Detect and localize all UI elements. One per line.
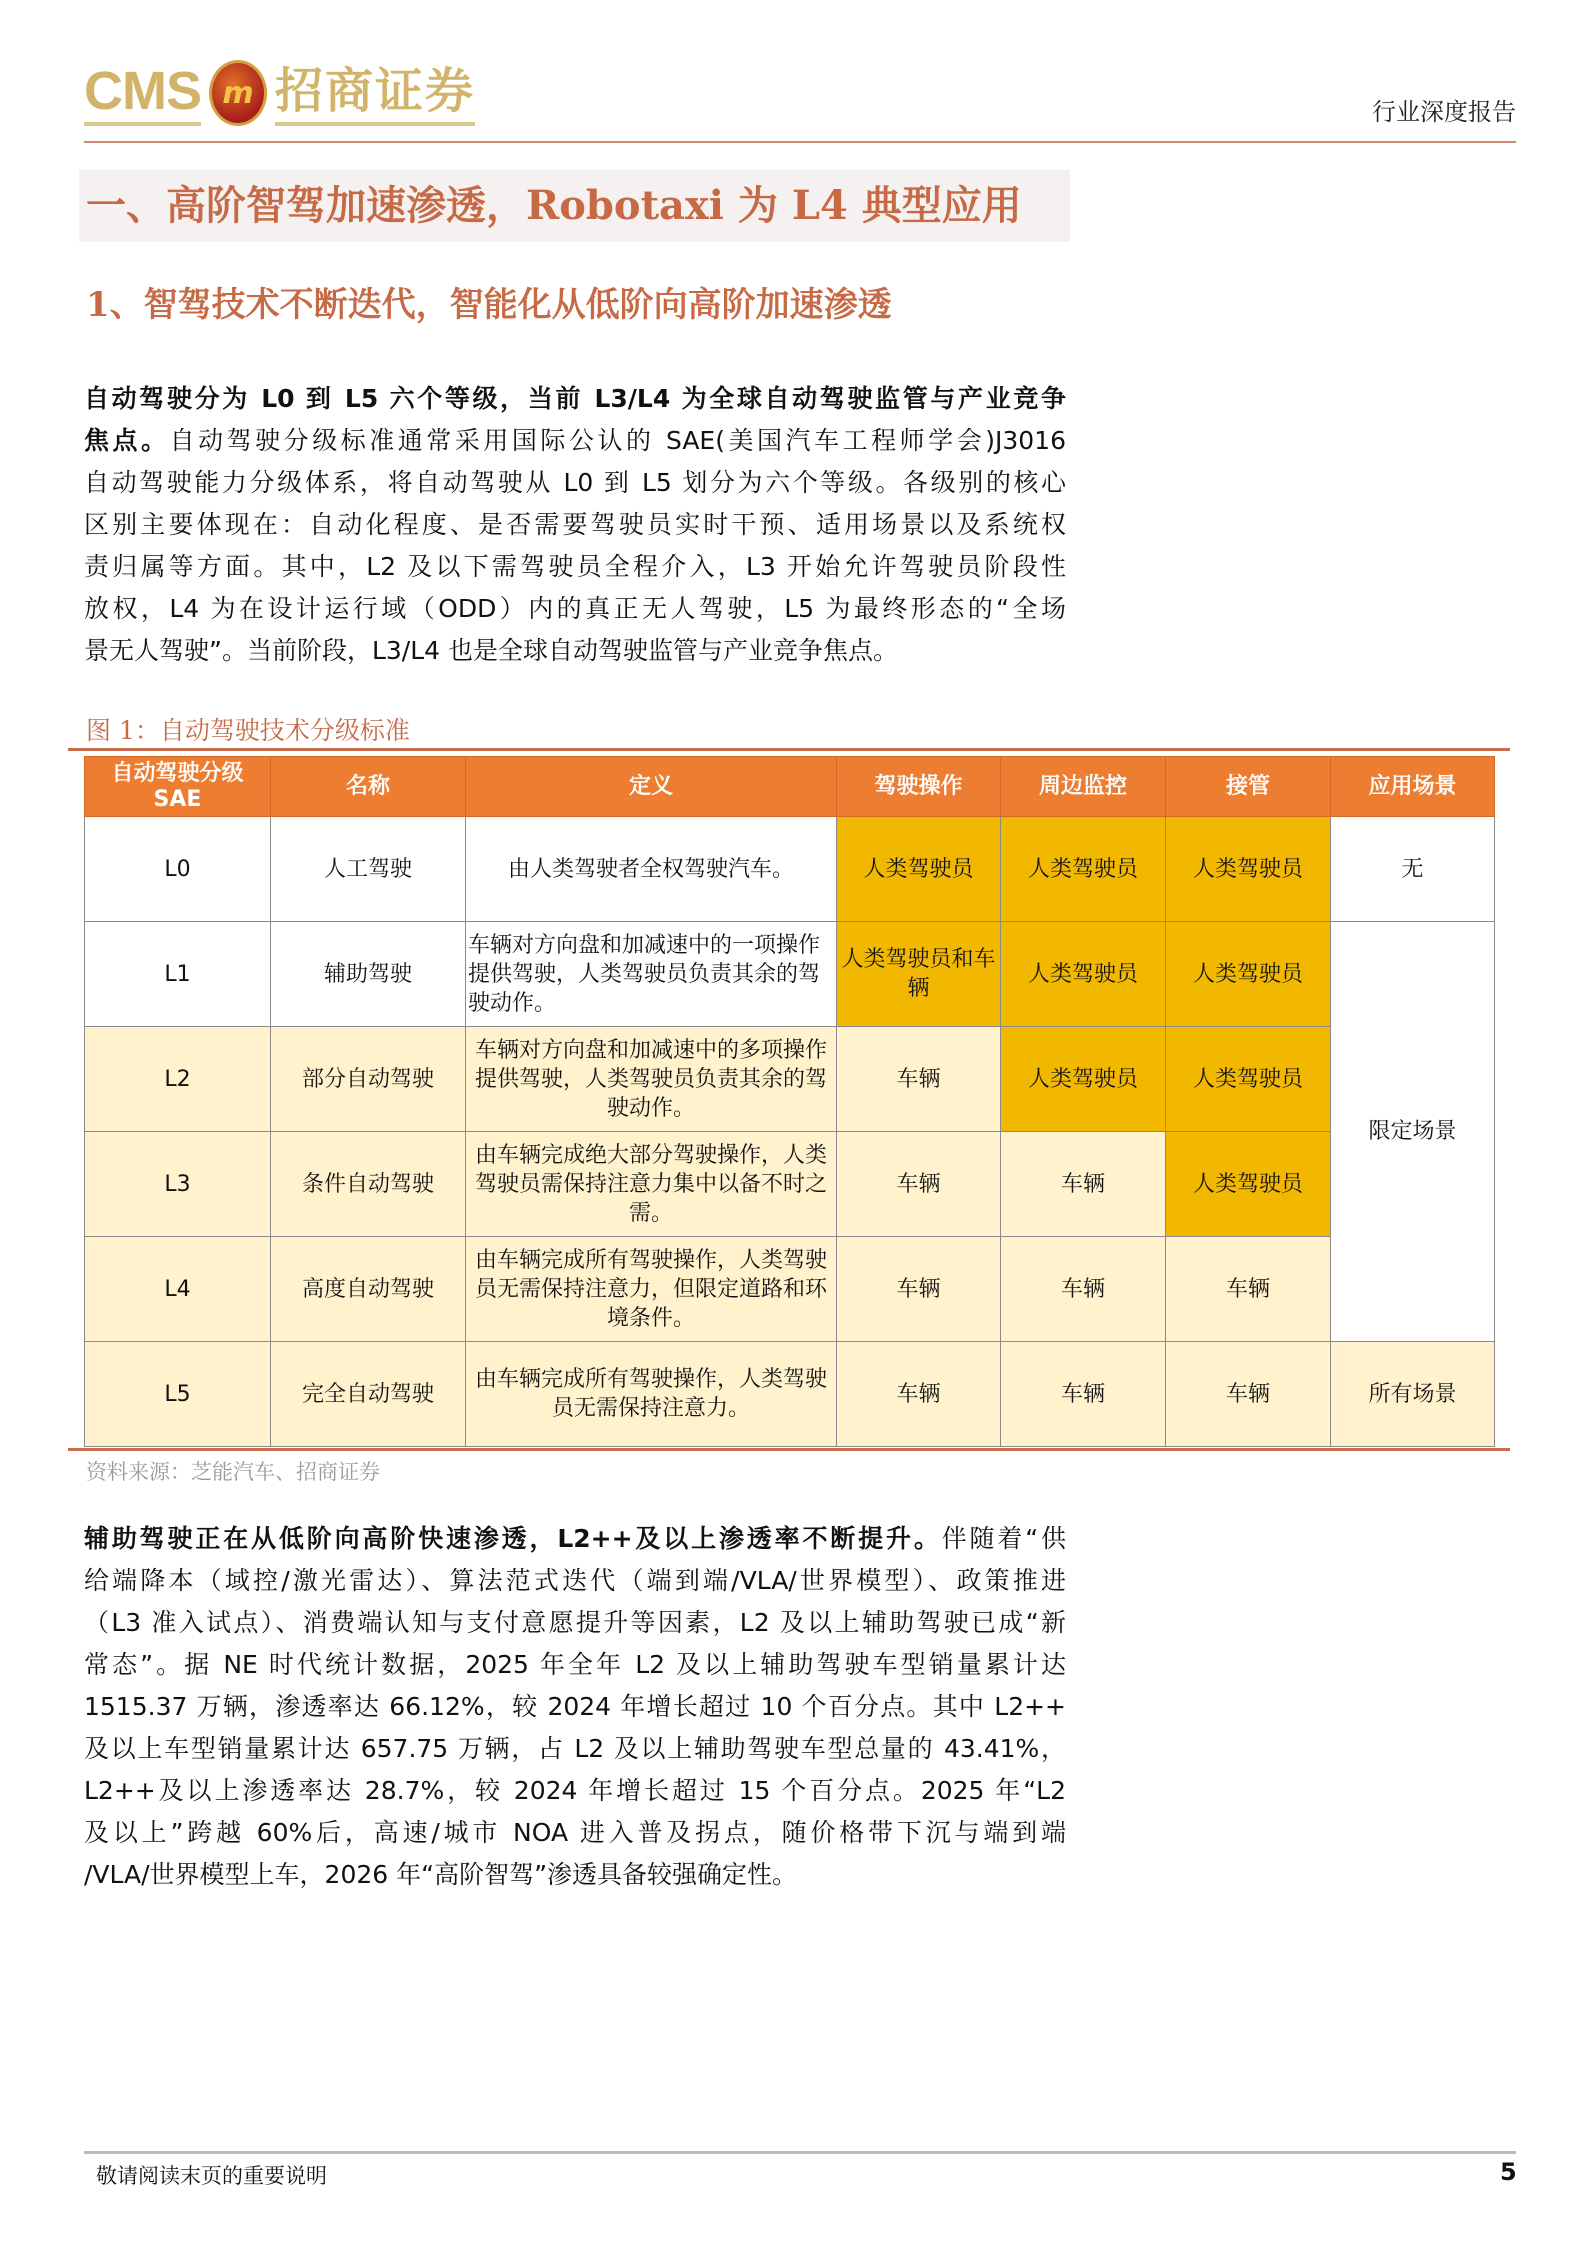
company-logo	[84, 58, 475, 128]
level-cell: L0	[85, 817, 271, 922]
table-cell: 人类驾驶员	[1001, 1027, 1166, 1132]
text-line	[84, 1728, 1066, 1770]
text-line	[84, 630, 1066, 672]
text-line	[84, 1854, 1066, 1896]
bold-text: 焦点。	[84, 426, 170, 455]
text-line	[84, 1518, 1066, 1560]
table-cell: 人类驾驶员	[1166, 922, 1331, 1027]
text-line	[84, 1560, 1066, 1602]
section-title: 一、高阶智驾加速渗透，Robotaxi 为 L4 典型应用	[86, 182, 1022, 229]
table-cell: 由人类驾驶者全权驾驶汽车。	[466, 817, 837, 922]
table-cell: 人工驾驶	[271, 817, 466, 922]
level-cell: L4	[85, 1237, 271, 1342]
paragraph-penetration	[84, 1518, 1066, 1896]
table-cell: 条件自动驾驶	[271, 1132, 466, 1237]
sae-levels-table	[84, 756, 1495, 1447]
report-type: 行业深度报告	[1372, 98, 1516, 126]
text-line	[84, 1686, 1066, 1728]
text-line	[84, 546, 1066, 588]
table-cell: 无	[1331, 817, 1495, 922]
paragraph-levels	[84, 378, 1066, 672]
table-header-row	[85, 757, 1495, 817]
body-text: 及以上”跨越 60%后，高速/城市 NOA 进入普及拐点，随价格带下沉与端到端	[84, 1818, 1066, 1847]
text-line	[84, 420, 1066, 462]
logo-seal-icon: m	[209, 60, 267, 126]
bold-text: 辅助驾驶正在从低阶向高阶快速渗透，L2++及以上渗透率不断提升。	[84, 1524, 942, 1553]
body-text: 自动驾驶能力分级体系，将自动驾驶从 L0 到 L5 划分为六个等级。各级别的核心	[84, 468, 1066, 497]
sub-title: 1、智驾技术不断迭代，智能化从低阶向高阶加速渗透	[86, 285, 892, 325]
table-cell: 车辆	[837, 1132, 1001, 1237]
table-row	[85, 922, 1495, 1027]
column-header: 周边监控	[1001, 757, 1166, 817]
figure-source: 资料来源：芝能汽车、招商证券	[86, 1460, 380, 1484]
text-line	[84, 1602, 1066, 1644]
table-cell: 限定场景	[1331, 922, 1495, 1342]
body-text: 放权，L4 为在设计运行域（ODD）内的真正无人驾驶，L5 为最终形态的“全场	[84, 594, 1066, 623]
table-cell: 车辆	[1001, 1237, 1166, 1342]
table-cell: 由车辆完成绝大部分驾驶操作，人类驾驶员需保持注意力集中以备不时之需。	[466, 1132, 837, 1237]
table-cell: 人类驾驶员	[1166, 1132, 1331, 1237]
table-row	[85, 817, 1495, 922]
column-header: 接管	[1166, 757, 1331, 817]
text-line	[84, 1770, 1066, 1812]
table-cell: 人类驾驶员	[1001, 922, 1166, 1027]
table-cell: 车辆对方向盘和加减速中的一项操作提供驾驶，人类驾驶员负责其余的驾驶动作。	[466, 922, 837, 1027]
body-text: 景无人驾驶”。当前阶段，L3/L4 也是全球自动驾驶监管与产业竞争焦点。	[84, 636, 898, 665]
body-text: 给端降本（域控/激光雷达）、算法范式迭代（端到端/VLA/世界模型）、政策推进	[84, 1566, 1066, 1595]
column-header: 驾驶操作	[837, 757, 1001, 817]
table-cell: 完全自动驾驶	[271, 1342, 466, 1447]
column-header: 自动驾驶分级 SAE	[85, 757, 271, 817]
body-text: 责归属等方面。其中，L2 及以下需驾驶员全程介入，L3 开始允许驾驶员阶段性	[84, 552, 1066, 581]
table-row	[85, 1027, 1495, 1132]
table-cell: 高度自动驾驶	[271, 1237, 466, 1342]
text-line	[84, 1812, 1066, 1854]
table-cell: 由车辆完成所有驾驶操作，人类驾驶员无需保持注意力，但限定道路和环境条件。	[466, 1237, 837, 1342]
table-cell: 人类驾驶员	[1001, 817, 1166, 922]
header-divider	[84, 141, 1516, 143]
text-line	[84, 588, 1066, 630]
table-cell: 车辆	[1166, 1342, 1331, 1447]
table-cell: 车辆对方向盘和加减速中的多项操作提供驾驶，人类驾驶员负责其余的驾驶动作。	[466, 1027, 837, 1132]
bold-text: 自动驾驶分为 L0 到 L5 六个等级，当前 L3/L4 为全球自动驾驶监管与产业竞争	[84, 384, 1066, 413]
column-header: 应用场景	[1331, 757, 1495, 817]
text-line	[84, 378, 1066, 420]
footer-divider	[84, 2151, 1516, 2154]
table-cell: 车辆	[837, 1027, 1001, 1132]
table-top-rule	[68, 748, 1510, 751]
text-line	[84, 504, 1066, 546]
table-cell: 人类驾驶员	[837, 817, 1001, 922]
table-row	[85, 1237, 1495, 1342]
table-row	[85, 1342, 1495, 1447]
table-cell: 人类驾驶员和车辆	[837, 922, 1001, 1027]
text-line	[84, 462, 1066, 504]
body-text: 区别主要体现在：自动化程度、是否需要驾驶员实时干预、适用场景以及系统权	[84, 510, 1066, 539]
table-cell: 车辆	[1166, 1237, 1331, 1342]
page-number: 5	[1500, 2158, 1517, 2186]
figure-caption: 图 1：自动驾驶技术分级标准	[86, 716, 410, 745]
table-cell: 由车辆完成所有驾驶操作，人类驾驶员无需保持注意力。	[466, 1342, 837, 1447]
body-text: 自动驾驶分级标准通常采用国际公认的 SAE(美国汽车工程师学会)J3016	[169, 426, 1066, 455]
body-text: （L3 准入试点）、消费端认知与支付意愿提升等因素，L2 及以上辅助驾驶已成“新	[84, 1608, 1066, 1637]
level-cell: L5	[85, 1342, 271, 1447]
table-cell: 车辆	[1001, 1342, 1166, 1447]
column-header: 名称	[271, 757, 466, 817]
level-cell: L2	[85, 1027, 271, 1132]
level-cell: L3	[85, 1132, 271, 1237]
text-line	[84, 1644, 1066, 1686]
table-cell: 车辆	[1001, 1132, 1166, 1237]
table-cell: 所有场景	[1331, 1342, 1495, 1447]
column-header: 定义	[466, 757, 837, 817]
table-row	[85, 1132, 1495, 1237]
logo-text: CMS	[84, 60, 201, 126]
table-bottom-rule	[68, 1448, 1510, 1451]
body-text: 伴随着“供	[941, 1524, 1066, 1553]
body-text: 1515.37 万辆，渗透率达 66.12%，较 2024 年增长超过 10 个百分点。其中 L2++	[84, 1692, 1066, 1721]
body-text: L2++及以上渗透率达 28.7%，较 2024 年增长超过 15 个百分点。2025 年“L2	[84, 1776, 1066, 1805]
table-cell: 车辆	[837, 1237, 1001, 1342]
table-cell: 辅助驾驶	[271, 922, 466, 1027]
table-cell: 人类驾驶员	[1166, 817, 1331, 922]
table-cell: 部分自动驾驶	[271, 1027, 466, 1132]
table-cell: 人类驾驶员	[1166, 1027, 1331, 1132]
body-text: 常态”。据 NE 时代统计数据，2025 年全年 L2 及以上辅助驾驶车型销量累计达	[84, 1650, 1066, 1679]
footer-note: 敬请阅读末页的重要说明	[96, 2164, 327, 2188]
table-cell: 车辆	[837, 1342, 1001, 1447]
body-text: 及以上车型销量累计达 657.75 万辆，占 L2 及以上辅助驾驶车型总量的 43.41%，	[84, 1734, 1066, 1763]
logo-chinese: 招商证券	[275, 60, 475, 126]
body-text: /VLA/世界模型上车，2026 年“高阶智驾”渗透具备较强确定性。	[84, 1860, 798, 1889]
level-cell: L1	[85, 922, 271, 1027]
